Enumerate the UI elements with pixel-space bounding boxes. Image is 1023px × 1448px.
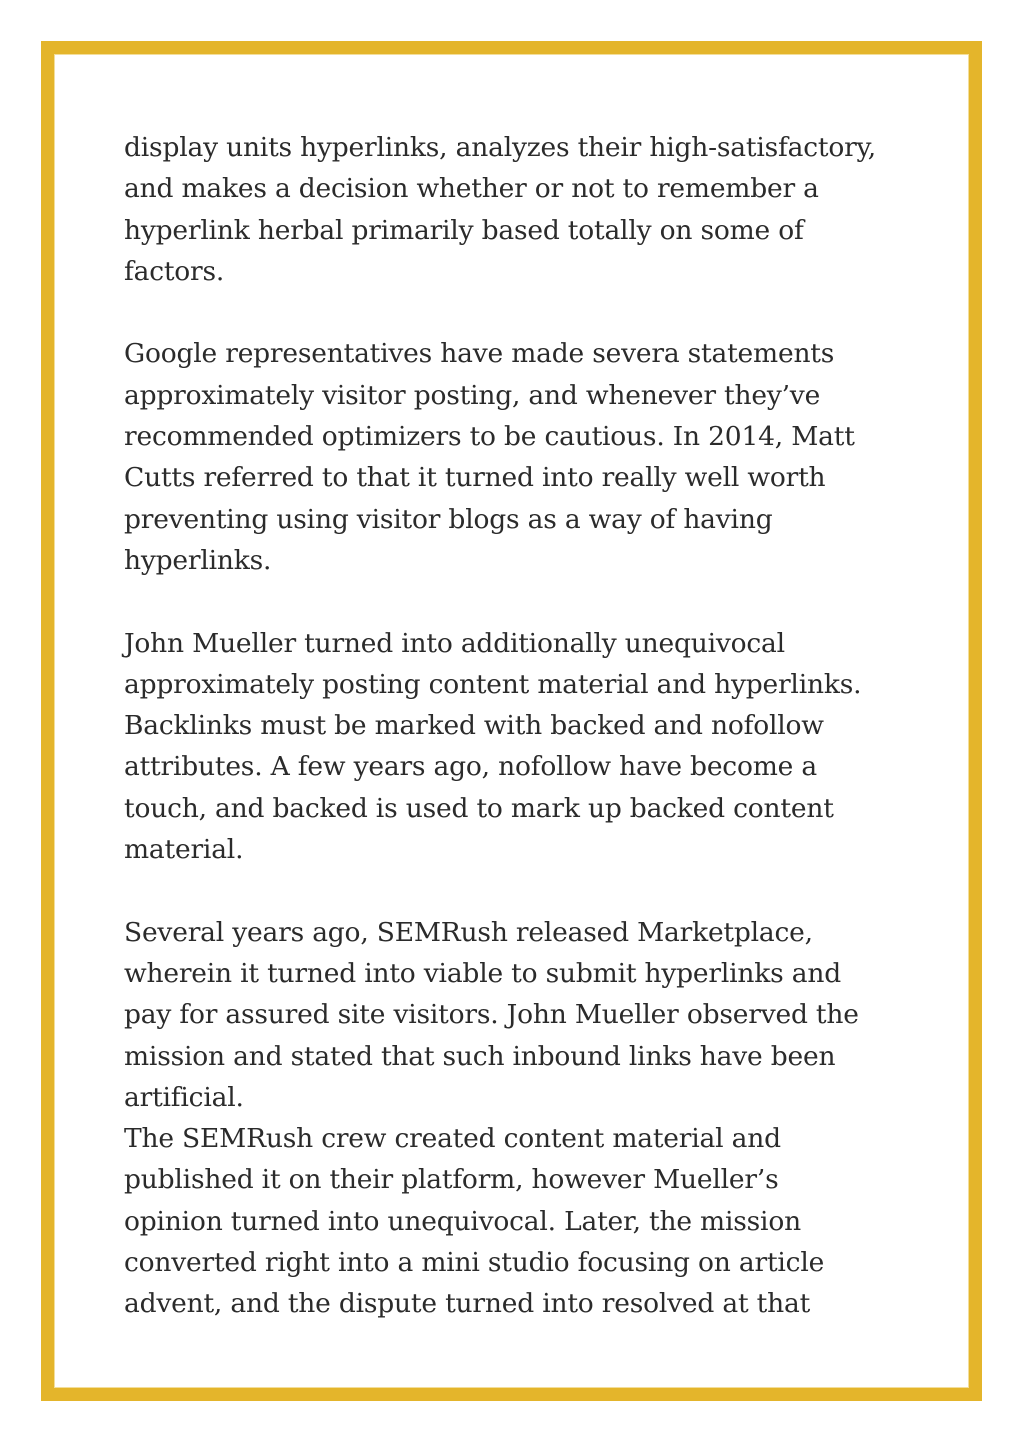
paragraph-gap [124,581,924,622]
text-line: attributes. A few years ago, nofollow have become a [124,751,817,783]
text-line: artificial. [124,1081,244,1113]
text-line: Google representatives have made severa statements [124,338,835,370]
text-line: pay for assured site visitors. John Mueller observed the [124,999,859,1031]
paragraph-gap [124,292,924,333]
text-line: converted right into a mini studio focusing on article [124,1247,825,1279]
paragraph-2 [124,333,924,581]
paragraph-gap [124,870,924,911]
paragraph-3 [124,623,924,871]
text-line: material. [124,834,244,866]
text-line: opinion turned into unequivocal. Later, the mission [124,1205,801,1237]
text-line: advent, and the dispute turned into resolved at that [124,1288,811,1320]
text-line: preventing using visitor blogs as a way of having [124,503,773,535]
paragraph-1 [124,127,924,292]
text-line: Cutts referred to that it turned into really well worth [124,462,826,494]
text-line: The SEMRush crew created content material and [124,1123,781,1155]
text-line: display units hyperlinks, analyzes their high-satisfactory, [124,132,877,163]
text-line: hyperlinks. [124,544,272,576]
text-line: Backlinks must be marked with backed and nofollow [124,710,824,742]
text-line: touch, and backed is used to mark up backed content [124,792,834,824]
text-line: Several years ago, SEMRush released Marketplace, [124,916,813,948]
text-line: factors. [124,255,225,287]
text-line: hyperlink herbal primarily based totally on some of [124,214,804,246]
document-body [124,127,924,1325]
text-line: wherein it turned into viable to submit hyperlinks and [124,957,841,989]
text-line: published it on their platform, however Mueller’s [124,1164,779,1196]
text-line: approximately visitor posting, and whenever they’ve [124,379,821,411]
text-line: John Mueller turned into additionally unequivocal [124,627,785,659]
text-line: approximately posting content material and hyperlinks. [124,668,862,700]
text-line: mission and stated that such inbound links have been [124,1040,836,1072]
text-line: recommended optimizers to be cautious. In 2014, Matt [124,421,855,453]
paragraph-4 [124,912,924,1118]
paragraph-5 [124,1118,924,1324]
text-line: and makes a decision whether or not to remember a [124,173,819,205]
